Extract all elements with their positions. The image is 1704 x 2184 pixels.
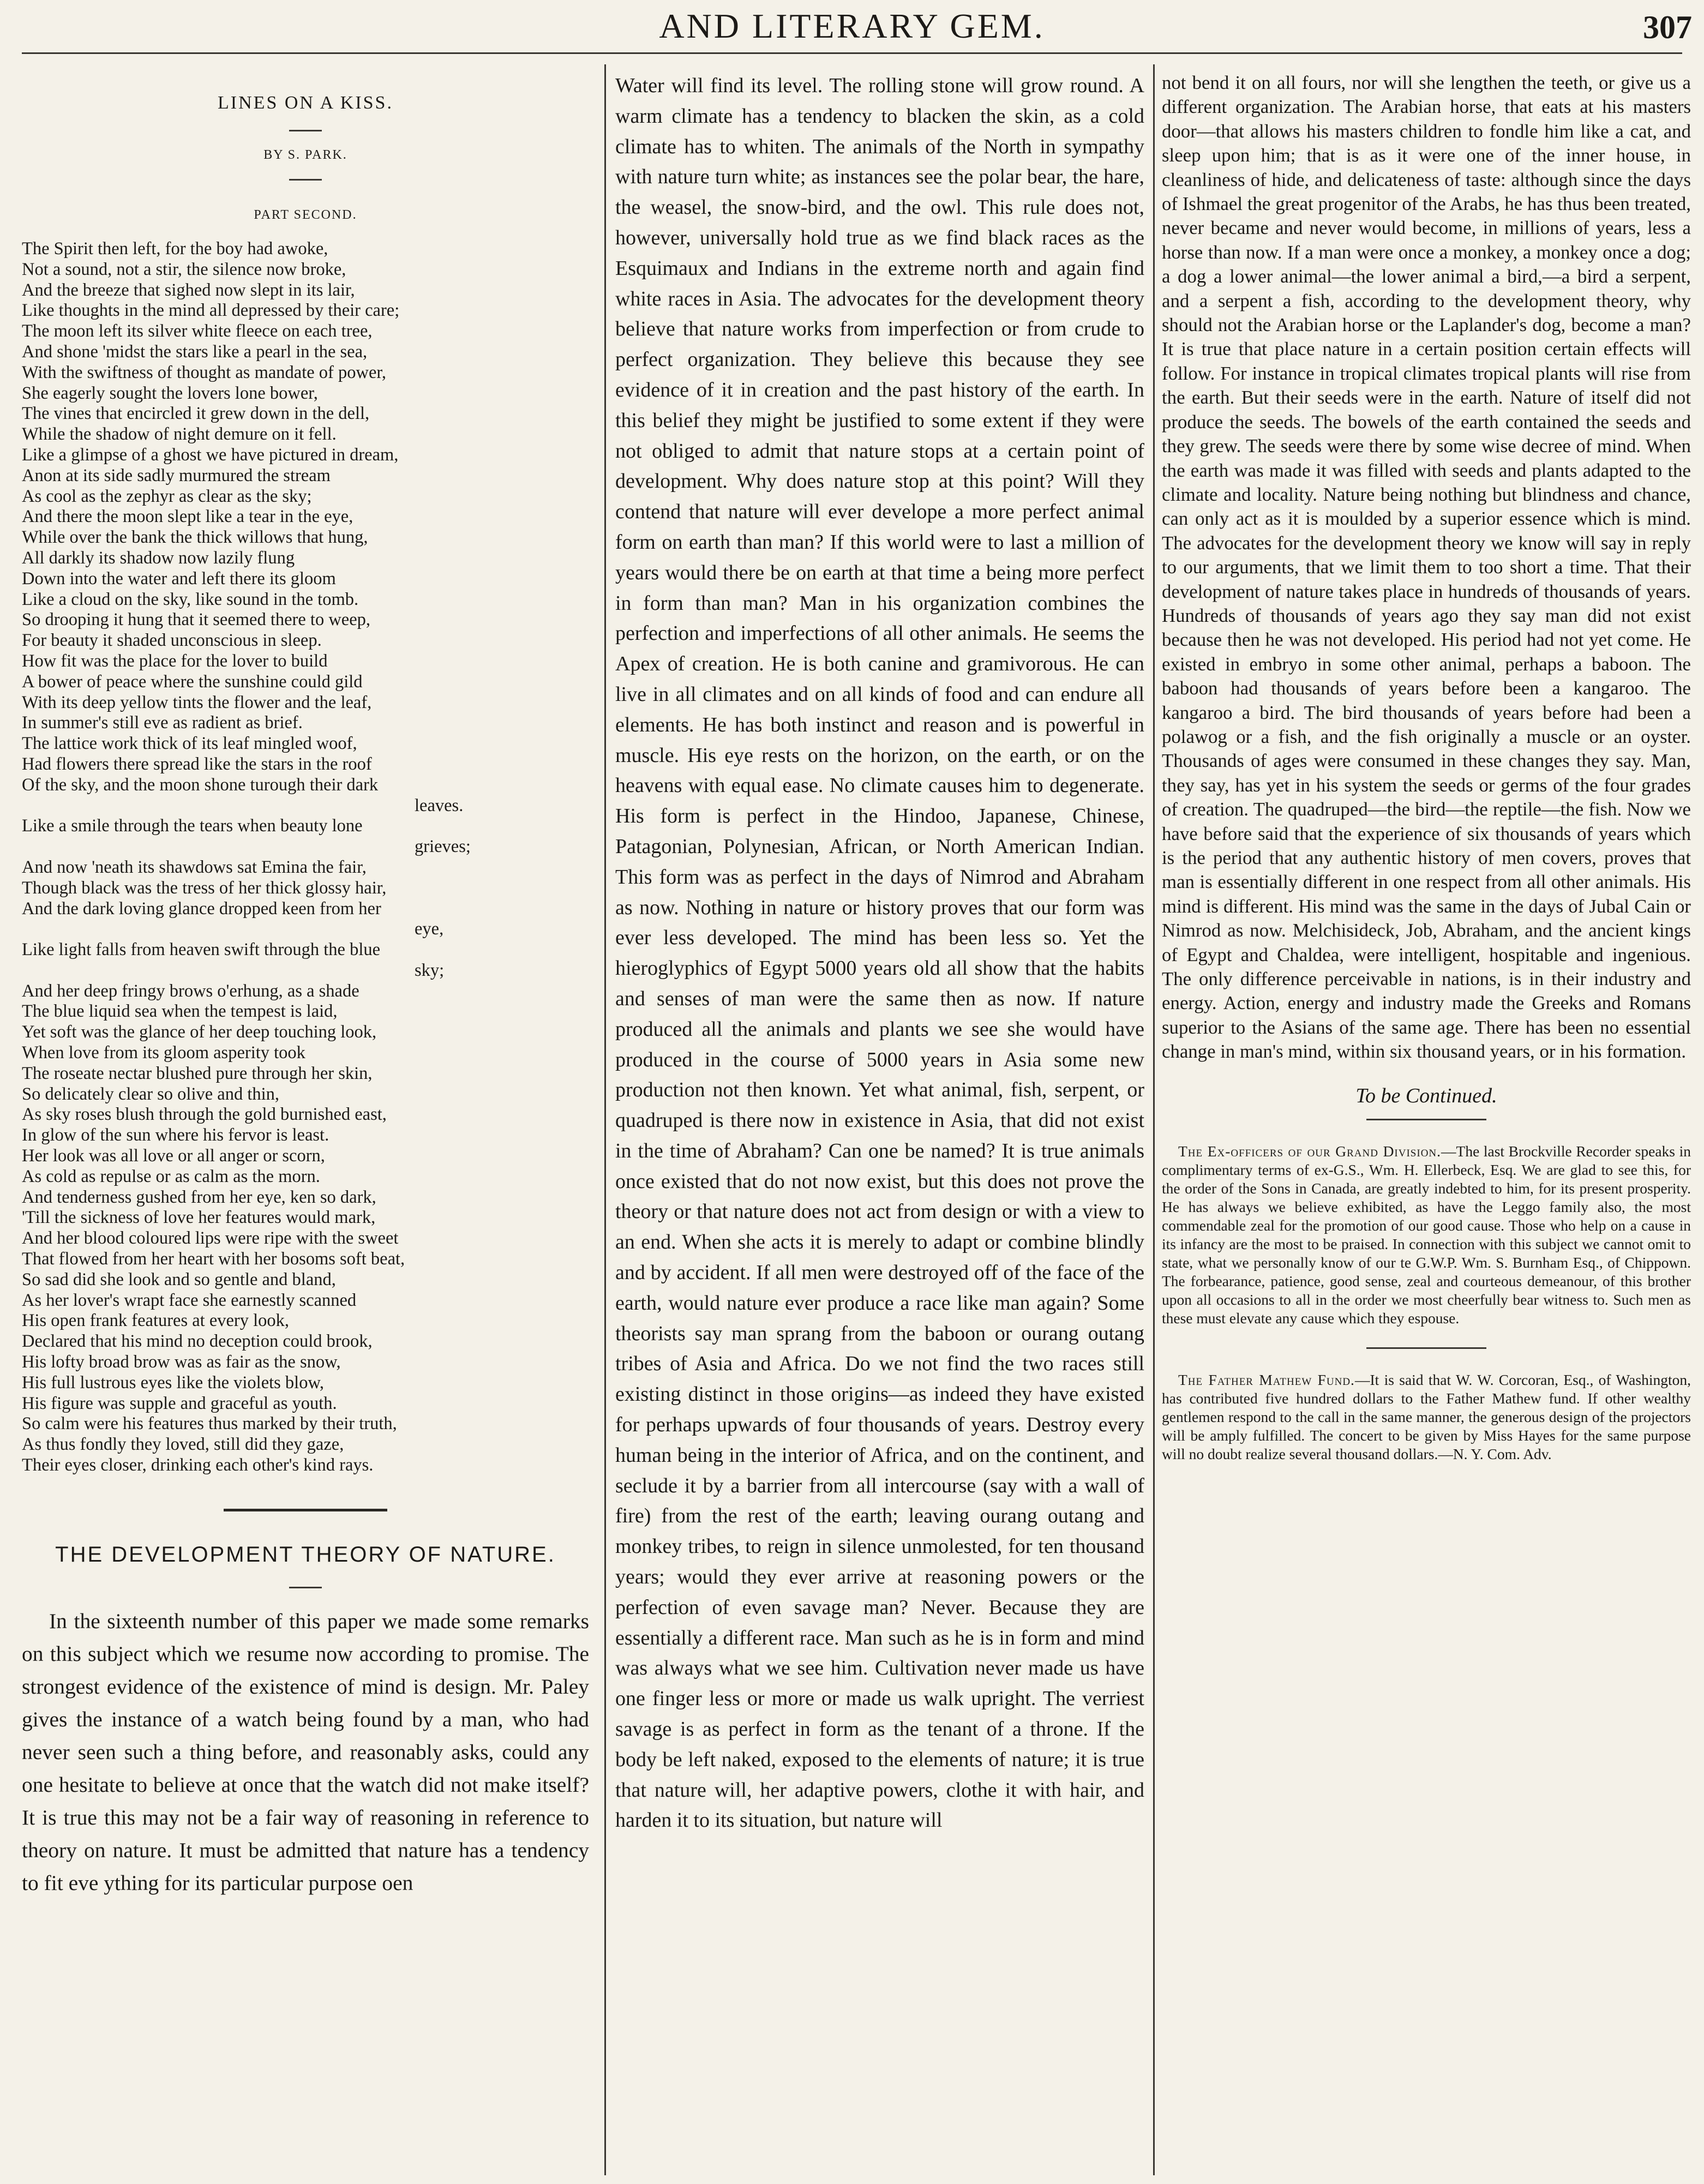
article-title: THE DEVELOPMENT THEORY OF NATURE.: [55, 1542, 556, 1567]
poem-line: His lofty broad brow was as fair as the snow,: [22, 1352, 341, 1372]
continued-notice: To be Continued.: [1355, 1084, 1497, 1107]
poem-line: Of the sky, and the moon shone turough their dark: [22, 775, 379, 795]
poem-line: A bower of peace where the sunshine could gild: [22, 671, 363, 692]
section-rule: [1366, 1119, 1486, 1120]
section-rule: [1366, 1347, 1486, 1349]
poem-line: And now 'neath its shawdows sat Emina the fair,: [22, 857, 367, 877]
news-note-text: —It is said that W. W. Corcoran, Esq., of Washington, has contributed five hundred dollars to the Father Mathew fund. If other wealthy gentlemen respond to the call in the same manner, the generous design of the projectors will be amply fulfilled. The concert to be given by Miss Hayes for the same purpose will no doubt realize several thousand dollars.—N. Y. Com. Adv.: [1162, 1371, 1691, 1462]
poem-line: Yet soft was the glance of her deep touching look,: [22, 1022, 377, 1042]
article-paragraph: In the sixteenth number of this paper we made some remarks on this subject which we resume now according to promise. The strongest evidence of the existence of mind is design. Mr. Paley gives the instance of a watch being found by a man, who had never seen such a thing before, and reasonably asks, could any one hesitate to believe at once that the watch did not make itself? It is true this may not be a fair way of reasoning in reference to theory on nature. It must be admitted that nature has a tendency to fit eve ything for its particular purpose oen: [22, 1609, 589, 1895]
poem-line: So sad did she look and so gentle and bland,: [22, 1269, 336, 1289]
poem-line: With the swiftness of thought as mandate of power,: [22, 362, 387, 382]
poem-body: [22, 239, 589, 1476]
poem-line: And the dark loving glance dropped keen from her: [22, 898, 381, 919]
poem-line: Like a cloud on the sky, like sound in the tomb.: [22, 589, 359, 609]
poem-line: And tenderness gushed from her eye, ken so dark,: [22, 1187, 376, 1207]
poem-line: And there the moon slept like a tear in the eye,: [22, 507, 353, 527]
poem-line: As cold as repulse or as calm as the morn.: [22, 1166, 320, 1186]
poem-line: Though black was the tress of her thick glossy hair,: [22, 878, 387, 898]
news-note-text: —The last Brockville Recorder speaks in complimentary terms of ex-G.S., Wm. H. Ellerbeck, Esq. We are glad to see this, for the order of the Sons in Canada, are greatly indebted to him, for its present prosperity. He has always we believe exhibited, as have the Leggo family also, the most commendable zeal for the promotion of our good cause. Those who help on a cause in its infancy are the most to be praised. In connection with this subject we cannot omit to state, what we personally know of our te G.W.P. Wm. S. Burnham Esq., of Chippown. The forbearance, patience, good sense, zeal and courteous demeanour, of this brother upon all occasions to all in the order we most cheerfully bear witness to. Such men as these must elevate any cause which they espouse.: [1162, 1142, 1691, 1327]
poem-line: Not a sound, not a stir, the silence now broke,: [22, 259, 346, 279]
poem-line: The vines that encircled it grew down in the dell,: [22, 404, 370, 424]
poem-line: The blue liquid sea when the tempest is laid,: [22, 1001, 338, 1022]
poem-line: While the shadow of night demure on it fell.: [22, 424, 337, 445]
running-head: AND LITERARY GEM.: [659, 7, 1045, 45]
poem-line: As her lover's wrapt face she earnestly scanned: [22, 1290, 357, 1310]
poem-line: The moon left its silver white fleece on each tree,: [22, 321, 373, 341]
poem-line: The roseate nectar blushed pure through her skin,: [22, 1063, 373, 1083]
poem-line: His open frank features at every look,: [22, 1311, 290, 1331]
news-note: [1162, 1142, 1691, 1328]
poem-line: Declared that his mind no deception could brook,: [22, 1331, 373, 1352]
byline-rule: [289, 179, 322, 181]
poem-line: Her look was all love or all anger or scorn,: [22, 1146, 325, 1166]
column-divider: [604, 64, 606, 2175]
column-2: [615, 71, 1144, 2176]
poem-line: So delicately clear so olive and thin,: [22, 1084, 280, 1104]
poem-line: In summer's still eve as radient as brief.: [22, 713, 303, 733]
poem-line: sky;: [415, 960, 445, 980]
poem-line: His figure was supple and graceful as youth.: [22, 1393, 337, 1413]
poem-line: For beauty it shaded unconscious in sleep.: [22, 631, 322, 651]
column-1: [22, 71, 589, 2176]
poem-line: The Spirit then left, for the boy had awoke,: [22, 239, 328, 259]
poem-line: And her blood coloured lips were ripe with the sweet: [22, 1228, 399, 1249]
poem-line: And her deep fringy brows o'erhung, as a shade: [22, 981, 359, 1001]
poem-line: So calm were his features thus marked by their truth,: [22, 1414, 397, 1434]
news-note-heading: The Ex-officers of our Grand Division.: [1178, 1142, 1442, 1160]
poem-line: All darkly its shadow now lazily flung: [22, 548, 295, 568]
poem-line: Like thoughts in the mind all depressed by their care;: [22, 301, 400, 321]
poem-line: As cool as the zephyr as clear as the sky;: [22, 486, 312, 506]
poem-line: Down into the water and left there its gloom: [22, 568, 336, 589]
news-note: [1162, 1371, 1691, 1463]
poem-line: The lattice work thick of its leaf mingled woof,: [22, 734, 357, 754]
poem-line: And shone 'midst the stars like a pearl in the sea,: [22, 341, 368, 362]
poem-line: leaves.: [415, 795, 464, 815]
poem-line: As thus fondly they loved, still did they gaze,: [22, 1435, 344, 1455]
poem-line: Like a smile through the tears when beauty lone: [22, 816, 363, 836]
poem-line: She eagerly sought the lovers lone bower,: [22, 383, 318, 403]
poem-line: His full lustrous eyes like the violets blow,: [22, 1372, 324, 1393]
poem-line: In glow of the sun where his fervor is least.: [22, 1125, 329, 1145]
poem-line: While over the bank the thick willows that hung,: [22, 527, 368, 548]
poem-line: 'Till the sickness of love her features would mark,: [22, 1208, 376, 1228]
poem-line: Anon at its side sadly murmured the stream: [22, 465, 331, 485]
poem-line: Like light falls from heaven swift through the blue: [22, 940, 381, 960]
poem-line: When love from its gloom asperity took: [22, 1043, 305, 1063]
poem-line: With its deep yellow tints the flower and the leaf,: [22, 692, 372, 712]
poem-line: That flowed from her heart with her bosoms soft beat,: [22, 1249, 405, 1269]
poem-line: Had flowers there spread like the stars in the roof: [22, 754, 372, 774]
article-paragraph: not bend it on all fours, nor will she lengthen the teeth, or give us a different organization. The Arabian horse, that eats at his masters door—that allows his masters children to fondle him like a cat, and sleep upon him; that is as it were one of the inner house, in cleanliness of hide, and delicateness of taste: although since the days of Ishmael the great progenitor of the Arabs, he has thus been treated, never became and never would become, in millions of years, less a horse than now. If a man were once a monkey, a monkey once a dog; a dog a lower animal—the lower animal a bird,—a bird a serpent, and a serpent a fish, according to the development theory, why should not the Arabian horse or the Laplander's dog, become a man? It is true that place nature in a certain position certain effects will follow. For instance in tropical climates tropical plants will rise from the earth. But their seeds were in the earth. Nature of itself did not produce the seeds. The bowels of the earth contained the seeds and they grew. The seeds were there by some wise decree of mind. When the earth was made it was filled with seeds and plants adapted to the climate and locality. Nature being nothing but blindness and chance, can only act as it is moulded by a superior essence which is mind. The advocates for the development theory we know will say in reply to our arguments, that we limit them to too short a time. That their development of nature takes place in hundreds of thousands of years. Hundreds of thousands of years ago they say man did not exist because then he was not developed. His period had not yet come. He existed in embryo in some other animal, perhaps a baboon. The baboon had thousands of years before been a kangaroo. The kangaroo a bird. The bird thousands of years before had been a polawog or a fish, and the fish originally a muscle or an oyster. Thousands of ages were consumed in these changes they say. Man, they say, has yet in his system the seeds or germs of the four grades of creation. The quadruped—the bird—the reptile—the fish. Now we have before said that the experience of six thousands of years which is the period that any authentic history of men covers, proves that man is essentially different in one respect from all other animals. His mind is different. His mind was the same in the days of Jubal Cain or Nimrod as now. Melchisideck, Job, Abraham, and the ancient kings of Egypt and Chaldea, were intelligent, hospitable and ingenious. The only difference perceivable in nations, is in their industry and energy. Action, energy and industry made the Greeks and Romans superior to the Asians of the same age. There has been no essential change in man's mind, within six thousand years, or in his formation.: [1162, 72, 1691, 1063]
poem-line: grieves;: [415, 837, 471, 857]
article-paragraph: Water will find its level. The rolling stone will grow round. A warm climate has a tendency to blacken the skin, as a cold climate has to whiten. The animals of the North in sympathy with nature turn white; as instances see the polar bear, the hare, the weasel, the snow-bird, and the owl. This rule does not, however, universally hold true as we find black races as the Esquimaux and Indians in the extreme north and again find white races in Asia. The advocates for the development theory believe that nature works from imperfection or from crude to perfect organization. They believe this because they see evidence of it in creation and the past history of the earth. In this belief they might be justified to some extent if they were not obliged to admit that nature stops at a certain point of development. Why does nature stop at this point? Will they contend that nature will ever develope a more perfect animal form on earth than man? If this world were to last a million of years would there be on earth at that time a being more perfect in form than man? Man in his organization combines the perfection and imperfections of all other animals. He seems the Apex of creation. He is both canine and gramivorous. He can live in all climates and on all kinds of food and can endure all elements. He has both instinct and reason and is powerful in muscle. His eye rests on the horizon, on the earth, or on the heavens with equal ease. No climate causes him to degenerate. His form is perfect in the Hindoo, Japanese, Chinese, Patagonian, Polynesian, African, or North American Indian. This form was as perfect in the days of Nimrod and Abraham as now. Nothing in nature or history proves that our form was ever less developed. The mind has been less so. Yet the hieroglyphics of Egypt 5000 years old all show that the habits and senses of man were the same then as now. If nature produced all the animals and plants we see she would have produced in the course of 5000 years in Asia some new production not then known. Yet what animal, fish, serpent, or quadruped is there now in existence in Asia, that did not exist in the time of Abraham? Can one be named? It is true animals once existed that do not now exist, but this does not prove the theory or that nature does not act from design or with a view to an end. When she acts it is merely to adapt or combine blindly and by accident. If all men were destroyed off of the face of the earth, would nature ever produce a race like man again? Some theorists say man sprang from the baboon or ourang outang tribes of Asia and Africa. Do we not find the two races still existing distinct in those origins—as indeed they have existed for perhaps upwards of four thousands of years. Destroy every human being in the interior of Africa, and on the continent, and seclude it by a barrier from all intercourse (say with a wall of fire) from the rest of the earth; leaving ourang outang and monkey tribes, to reign in silence unmolested, for ten thousand years; would they ever arrive at reasoning powers or the perfection of even savage man? Never. Because they are essentially a different race. Man such as he is in form and mind was always what we see him. Cultivation never made us have one finger less or more or made us walk upright. The verriest savage is as perfect in form as the tenant of a throne. If the body be left naked, exposed to the elements of nature; it is true that nature will, her adaptive powers, clothe it with hair, and harden it to its situation, but nature will: [615, 74, 1144, 1832]
article-title-rule: [289, 1587, 322, 1588]
poem-title: LINES ON A KISS.: [218, 93, 393, 113]
poem-byline: BY S. PARK.: [263, 148, 347, 162]
section-rule: [224, 1509, 387, 1511]
poem-line: How fit was the place for the lover to build: [22, 651, 328, 671]
poem-part-heading: PART SECOND.: [254, 208, 357, 222]
news-note-heading: The Father Mathew Fund.: [1178, 1371, 1355, 1388]
title-rule: [289, 130, 322, 131]
poem-line: As sky roses blush through the gold burnished east,: [22, 1105, 387, 1125]
poem-line: And the breeze that sighed now slept in its lair,: [22, 280, 355, 300]
page-header: [0, 0, 1704, 60]
poem-line: So drooping it hung that it seemed there to weep,: [22, 610, 371, 630]
column-3: [1162, 71, 1691, 2176]
poem-line: Their eyes closer, drinking each other's kind rays.: [22, 1455, 374, 1475]
header-rule: [22, 52, 1682, 54]
poem-line: Like a glimpse of a ghost we have pictured in dream,: [22, 445, 399, 465]
page-number: 307: [1643, 9, 1692, 45]
column-divider: [1153, 64, 1155, 2175]
poem-line: eye,: [415, 919, 444, 939]
